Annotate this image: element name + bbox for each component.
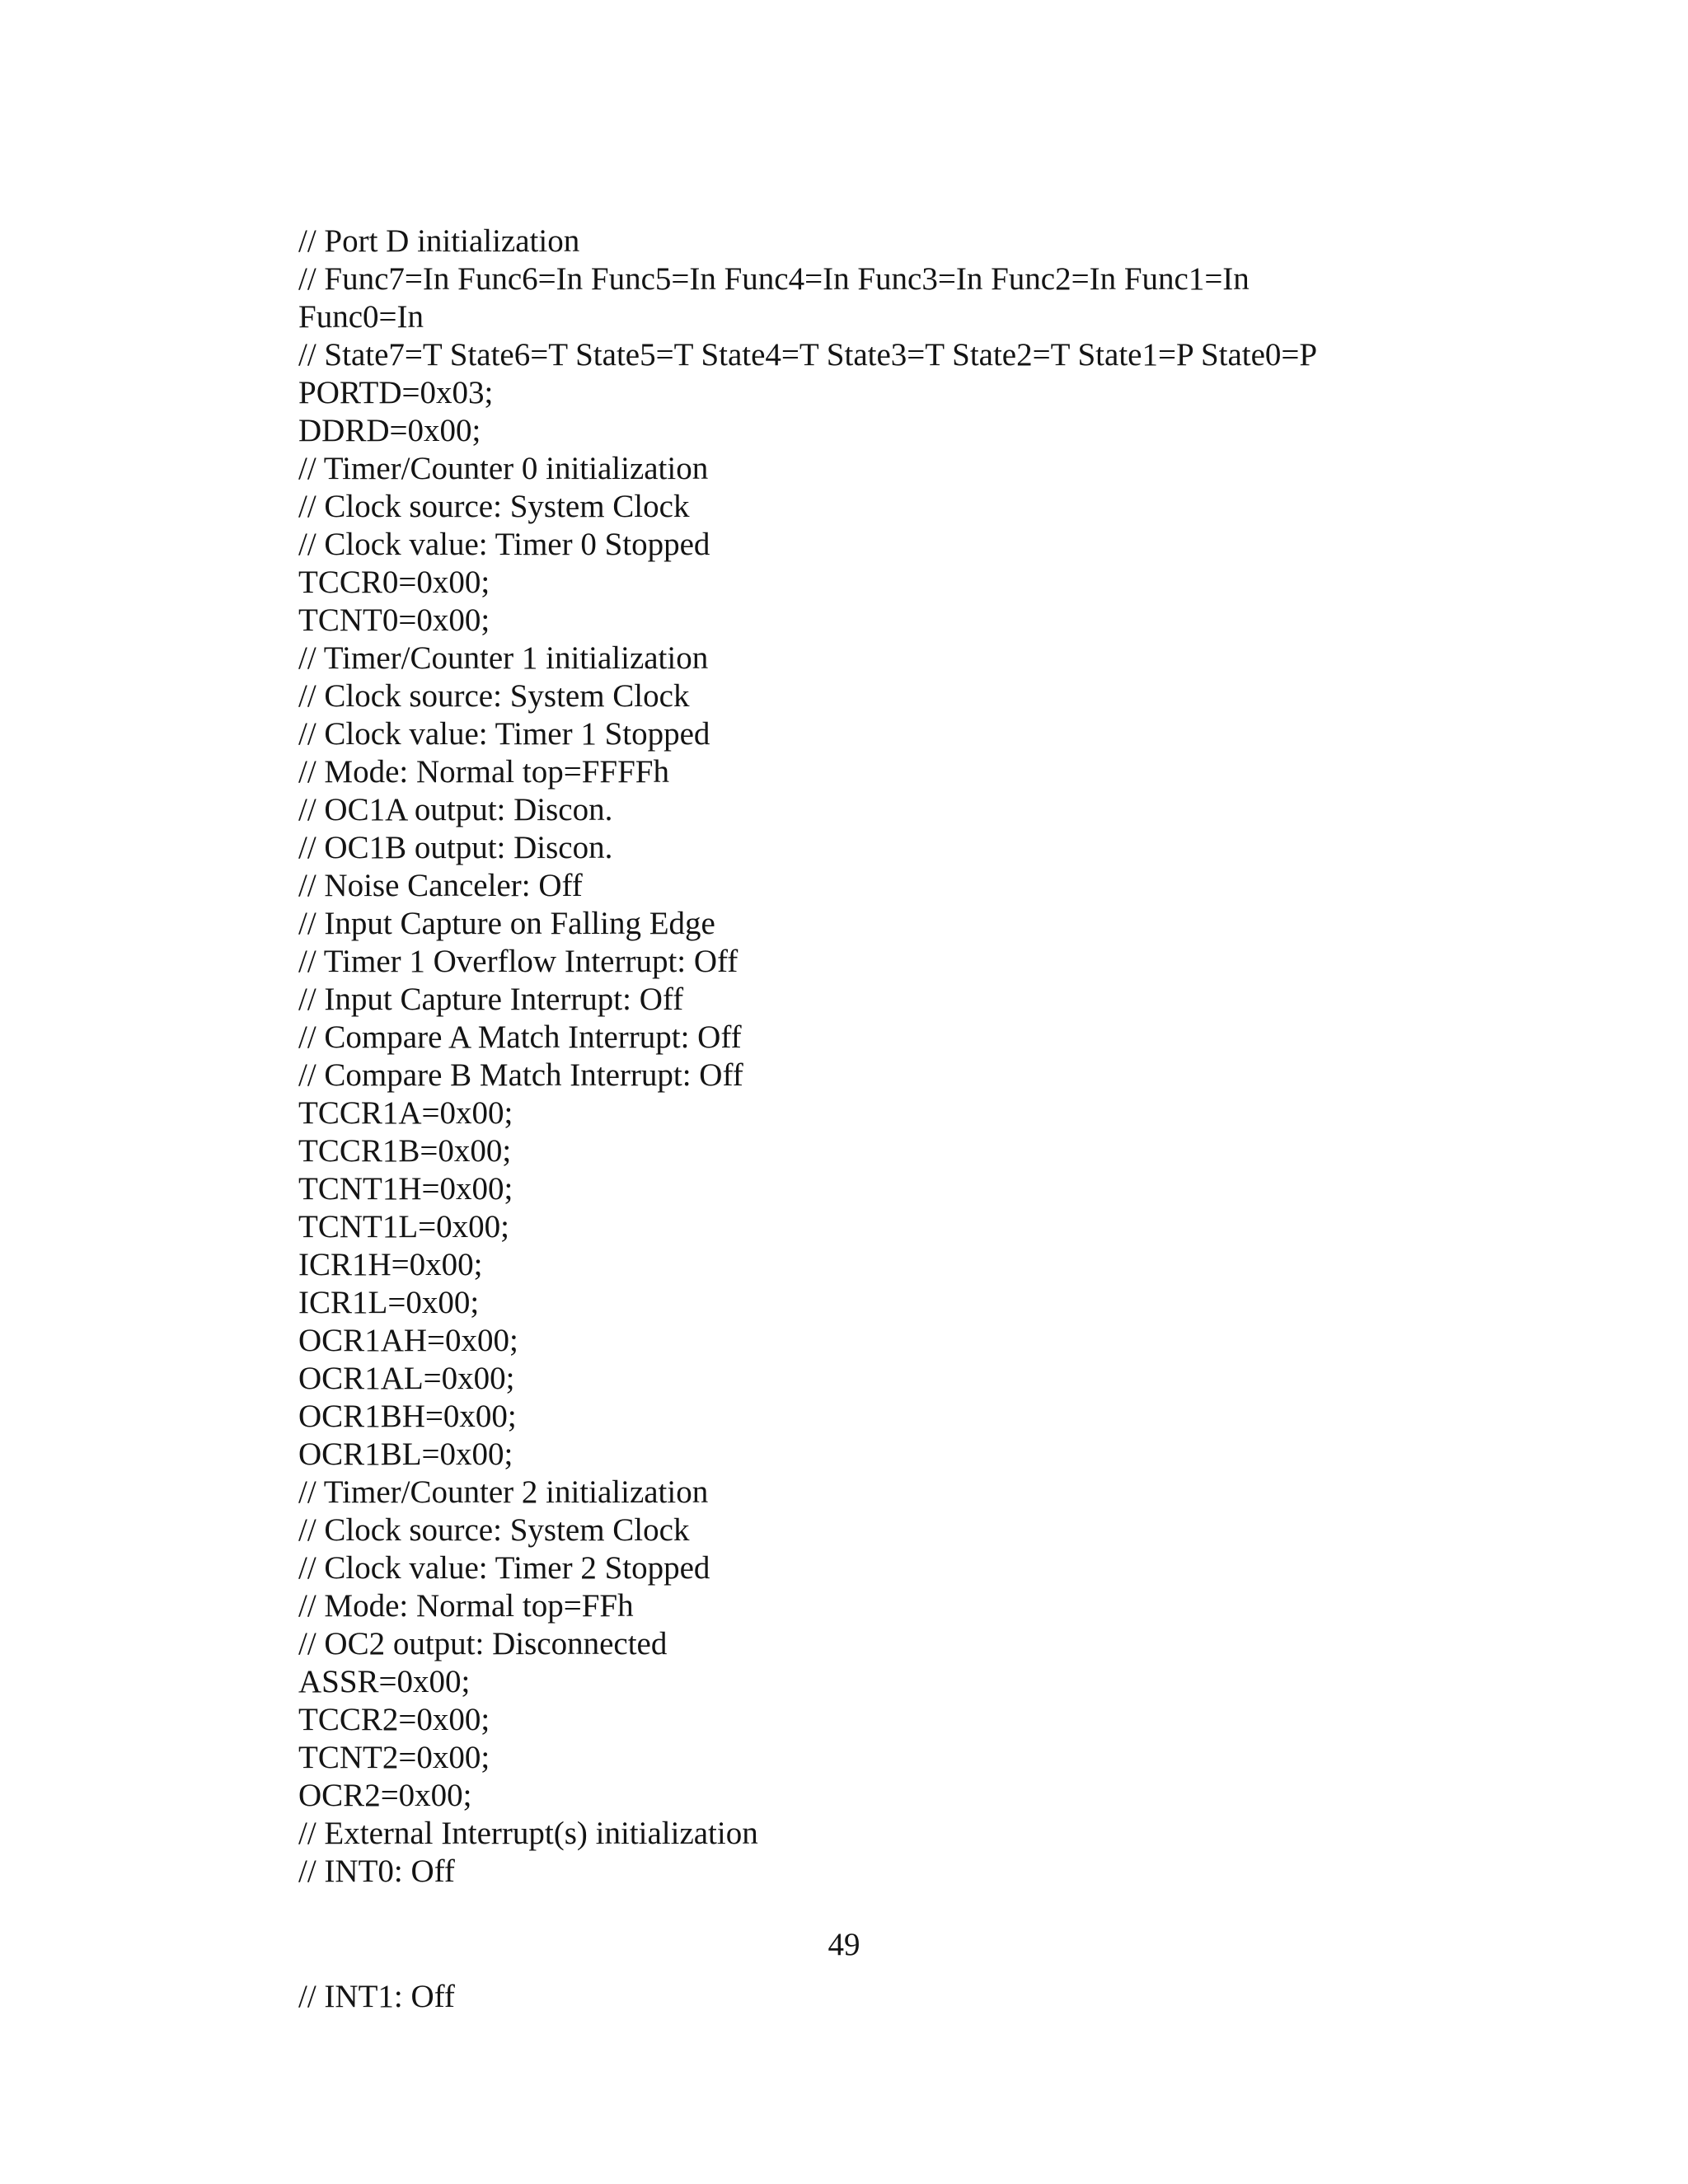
- code-line: TCNT0=0x00;: [298, 602, 490, 638]
- code-line: // Timer 1 Overflow Interrupt: Off: [298, 944, 738, 979]
- code-line: // Input Capture on Falling Edge: [298, 906, 715, 941]
- code-line: TCNT2=0x00;: [298, 1740, 490, 1775]
- code-line: // Clock source: System Clock: [298, 489, 690, 524]
- code-line: // Input Capture Interrupt: Off: [298, 982, 684, 1017]
- code-line: // Clock source: System Clock: [298, 678, 690, 714]
- code-line: // INT0: Off: [298, 1854, 455, 1889]
- code-line: // Timer/Counter 1 initialization: [298, 640, 709, 676]
- code-line: // Compare B Match Interrupt: Off: [298, 1057, 743, 1093]
- code-line: TCNT1L=0x00;: [298, 1209, 509, 1244]
- code-line: TCCR1A=0x00;: [298, 1095, 513, 1131]
- code-line: ICR1L=0x00;: [298, 1285, 480, 1320]
- code-line: // Timer/Counter 0 initialization: [298, 451, 709, 486]
- code-line: TCCR0=0x00;: [298, 565, 490, 600]
- code-line: // Clock source: System Clock: [298, 1512, 690, 1548]
- code-line: // Clock value: Timer 0 Stopped: [298, 527, 710, 562]
- code-listing: [298, 223, 1452, 1891]
- code-line: // Func7=In Func6=In Func5=In Func4=In Func3=In Func2=In Func1=In: [298, 261, 1250, 297]
- continuation-line: // INT1: Off: [298, 1979, 455, 2014]
- code-line: ASSR=0x00;: [298, 1664, 471, 1699]
- code-line: DDRD=0x00;: [298, 413, 481, 448]
- code-line: ICR1H=0x00;: [298, 1247, 483, 1282]
- code-line: // External Interrupt(s) initialization: [298, 1816, 758, 1851]
- code-line: // Mode: Normal top=FFh: [298, 1588, 634, 1624]
- code-line: // Timer/Counter 2 initialization: [298, 1474, 709, 1510]
- code-line: OCR1AL=0x00;: [298, 1361, 515, 1396]
- code-line: // OC2 output: Disconnected: [298, 1626, 668, 1661]
- code-line: // Port D initialization: [298, 223, 580, 259]
- code-line: // Clock value: Timer 1 Stopped: [298, 716, 710, 752]
- code-line: TCCR1B=0x00;: [298, 1133, 512, 1169]
- code-line: // OC1A output: Discon.: [298, 792, 613, 827]
- code-line: TCNT1H=0x00;: [298, 1171, 513, 1207]
- code-line: // Mode: Normal top=FFFFh: [298, 754, 669, 790]
- code-line: PORTD=0x03;: [298, 375, 494, 410]
- code-line: // OC1B output: Discon.: [298, 830, 613, 865]
- code-line: OCR1BH=0x00;: [298, 1399, 517, 1434]
- code-line: OCR1AH=0x00;: [298, 1323, 518, 1358]
- code-line: OCR2=0x00;: [298, 1778, 472, 1813]
- code-line: // Clock value: Timer 2 Stopped: [298, 1550, 710, 1586]
- code-line: Func0=In: [298, 299, 424, 335]
- code-line: TCCR2=0x00;: [298, 1702, 490, 1737]
- page-number: 49: [828, 1927, 860, 1962]
- code-line: // Noise Canceler: Off: [298, 868, 583, 903]
- code-line: OCR1BL=0x00;: [298, 1436, 513, 1472]
- code-line: // Compare A Match Interrupt: Off: [298, 1019, 742, 1055]
- code-line: // State7=T State6=T State5=T State4=T State3=T State2=T State1=P State0=P: [298, 337, 1318, 373]
